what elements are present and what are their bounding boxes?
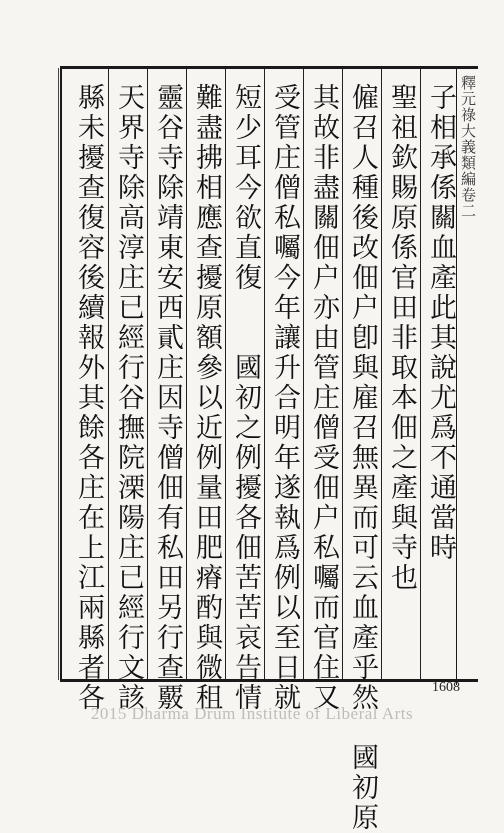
column-text: 靈谷寺除靖東安西貳庄因寺僧佃有私田另行查覈 (152, 83, 183, 713)
text-column-9 (108, 69, 144, 713)
column-text: 難盡拂相應查擾原額參以近例量田肥瘠酌與微租 (191, 83, 222, 713)
column-text: 天界寺除高淳庄已經行谷撫院溧陽庄已經行文該 (113, 83, 144, 713)
column-text: 短少耳今欲直復 國初之例擾各佃苦苦哀告情 (230, 83, 261, 713)
left-margin-rule (58, 68, 59, 680)
watermark: 2015 Dharma Drum Institute of Liberal Arts (90, 704, 414, 723)
text-column-6 (225, 69, 261, 713)
column-text: 受管庄僧私囑今年讓升合明年遂執爲例以至日就 (269, 83, 300, 713)
column-text: 僱召人種後改佃户卽與雇召無異而可云血產乎然 國初原 (347, 83, 378, 833)
page-number: 1608 (432, 680, 460, 695)
column-text: 子相承係關血產此其說尤爲不通當時 (425, 83, 456, 563)
text-column-5 (264, 69, 300, 713)
text-column-7 (186, 69, 222, 713)
column-text: 聖祖欽賜原係官田非取本佃之產與寺也 (386, 83, 417, 593)
text-column-2 (381, 69, 417, 679)
text-column-1 (420, 69, 456, 679)
text-column-3 (342, 69, 378, 833)
margin-header: 釋元祿大義類編卷二 (459, 75, 477, 219)
column-text: 其故非盡關佃户亦由管庄僧受佃户私囑而官住又 (308, 83, 339, 713)
text-column-4 (303, 69, 339, 713)
column-text: 縣未擾查復容後續報外其餘各庄在上江兩縣者各 (73, 83, 104, 713)
text-column-8 (147, 69, 183, 713)
margin-column (456, 69, 478, 685)
text-column-10 (69, 69, 105, 713)
